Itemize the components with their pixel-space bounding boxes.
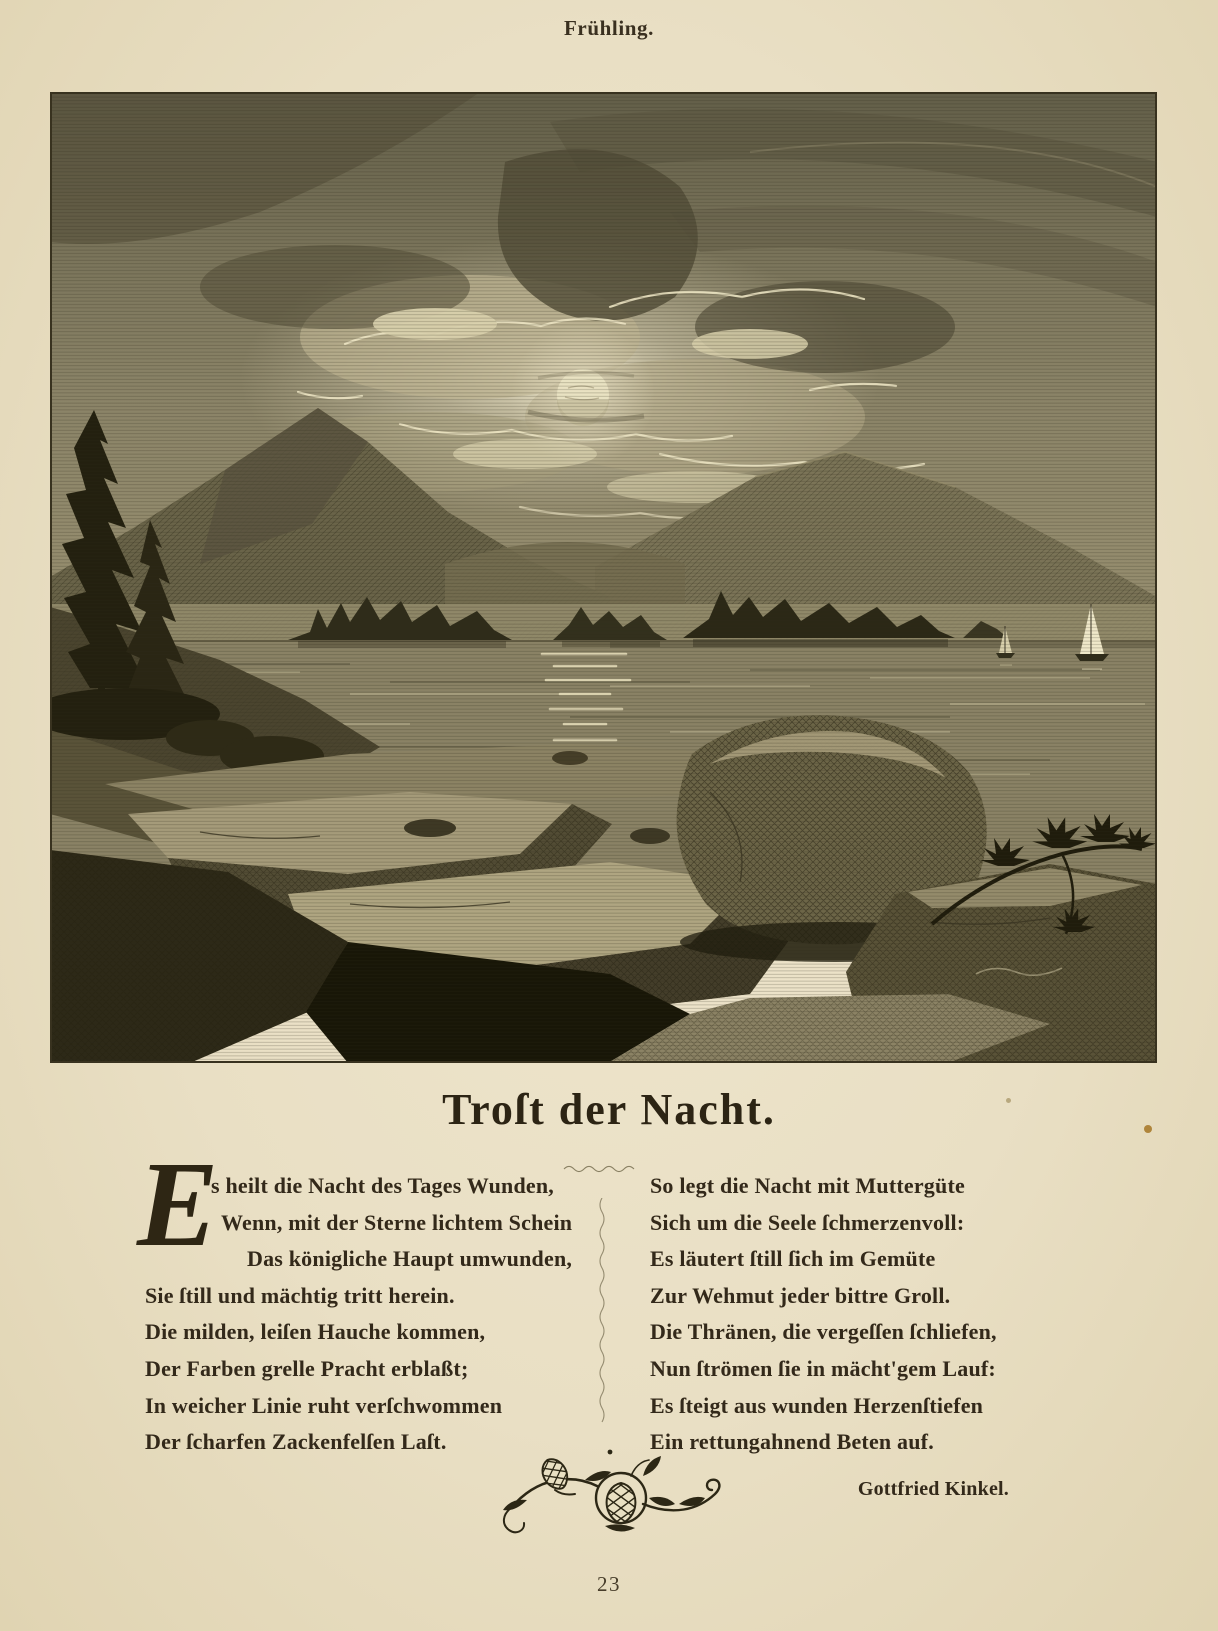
poem-line: Ein rettungahnend Beten auf.	[650, 1429, 934, 1455]
poem-line: Nun ſtrömen ſie in mächt'gem Lauf:	[650, 1355, 996, 1381]
poem-line: Die milden, leiſen Hauche kommen,	[145, 1319, 486, 1345]
page-number: 23	[597, 1572, 621, 1596]
drop-cap-initial: E	[137, 1137, 219, 1272]
poem-line: Sich um die Seele ſchmerzenvoll:	[650, 1209, 965, 1235]
tailpiece-ornament	[493, 1446, 733, 1536]
foxing-spot	[1144, 1125, 1152, 1133]
poem-right-lines	[650, 1168, 1015, 1461]
poem-line: Sie ſtill und mächtig tritt herein.	[145, 1282, 455, 1308]
poem-title: Troſt der Nacht.	[442, 1085, 776, 1134]
poem-line: Es ſteigt aus wunden Herzenſtiefen	[650, 1392, 984, 1418]
poem-line: s heilt die Nacht des Tages Wunden,	[211, 1173, 554, 1198]
foxing-spot	[1006, 1098, 1011, 1103]
poem-line: Der Farben grelle Pracht erblaßt;	[145, 1355, 469, 1381]
poem-line: Wenn, mit der Sterne lichtem Schein	[221, 1209, 573, 1235]
poem-line: Das königliche Haupt umwunden,	[247, 1246, 573, 1272]
running-head: Frühling.	[563, 16, 654, 40]
pinecone-vine-ornament	[493, 1446, 733, 1536]
poem-line: Es läutert ſtill ſich im Gemüte	[650, 1246, 936, 1272]
poem-line: Zur Wehmut jeder bittre Groll.	[650, 1282, 951, 1308]
engraving-illustration	[50, 92, 1157, 1063]
column-divider-squiggle	[596, 1198, 608, 1428]
poem-line: So legt die Nacht mit Muttergüte	[650, 1173, 965, 1198]
poem-line: Der ſcharfen Zackenfelſen Laſt.	[145, 1429, 447, 1455]
hatch-texture	[50, 92, 1157, 1063]
ornament-leaves	[503, 1450, 705, 1532]
engraving	[50, 92, 1157, 1063]
poem-attribution: Gottfried Kinkel.	[857, 1477, 1009, 1500]
pinecone-large	[597, 1479, 645, 1527]
poem-line: Die Thränen, die vergeſſen ſchliefen,	[650, 1319, 997, 1345]
pinecone-small	[529, 1448, 581, 1500]
poem-line: In weicher Linie ruht verſchwommen	[145, 1392, 503, 1418]
poem-column-left	[137, 1137, 590, 1461]
